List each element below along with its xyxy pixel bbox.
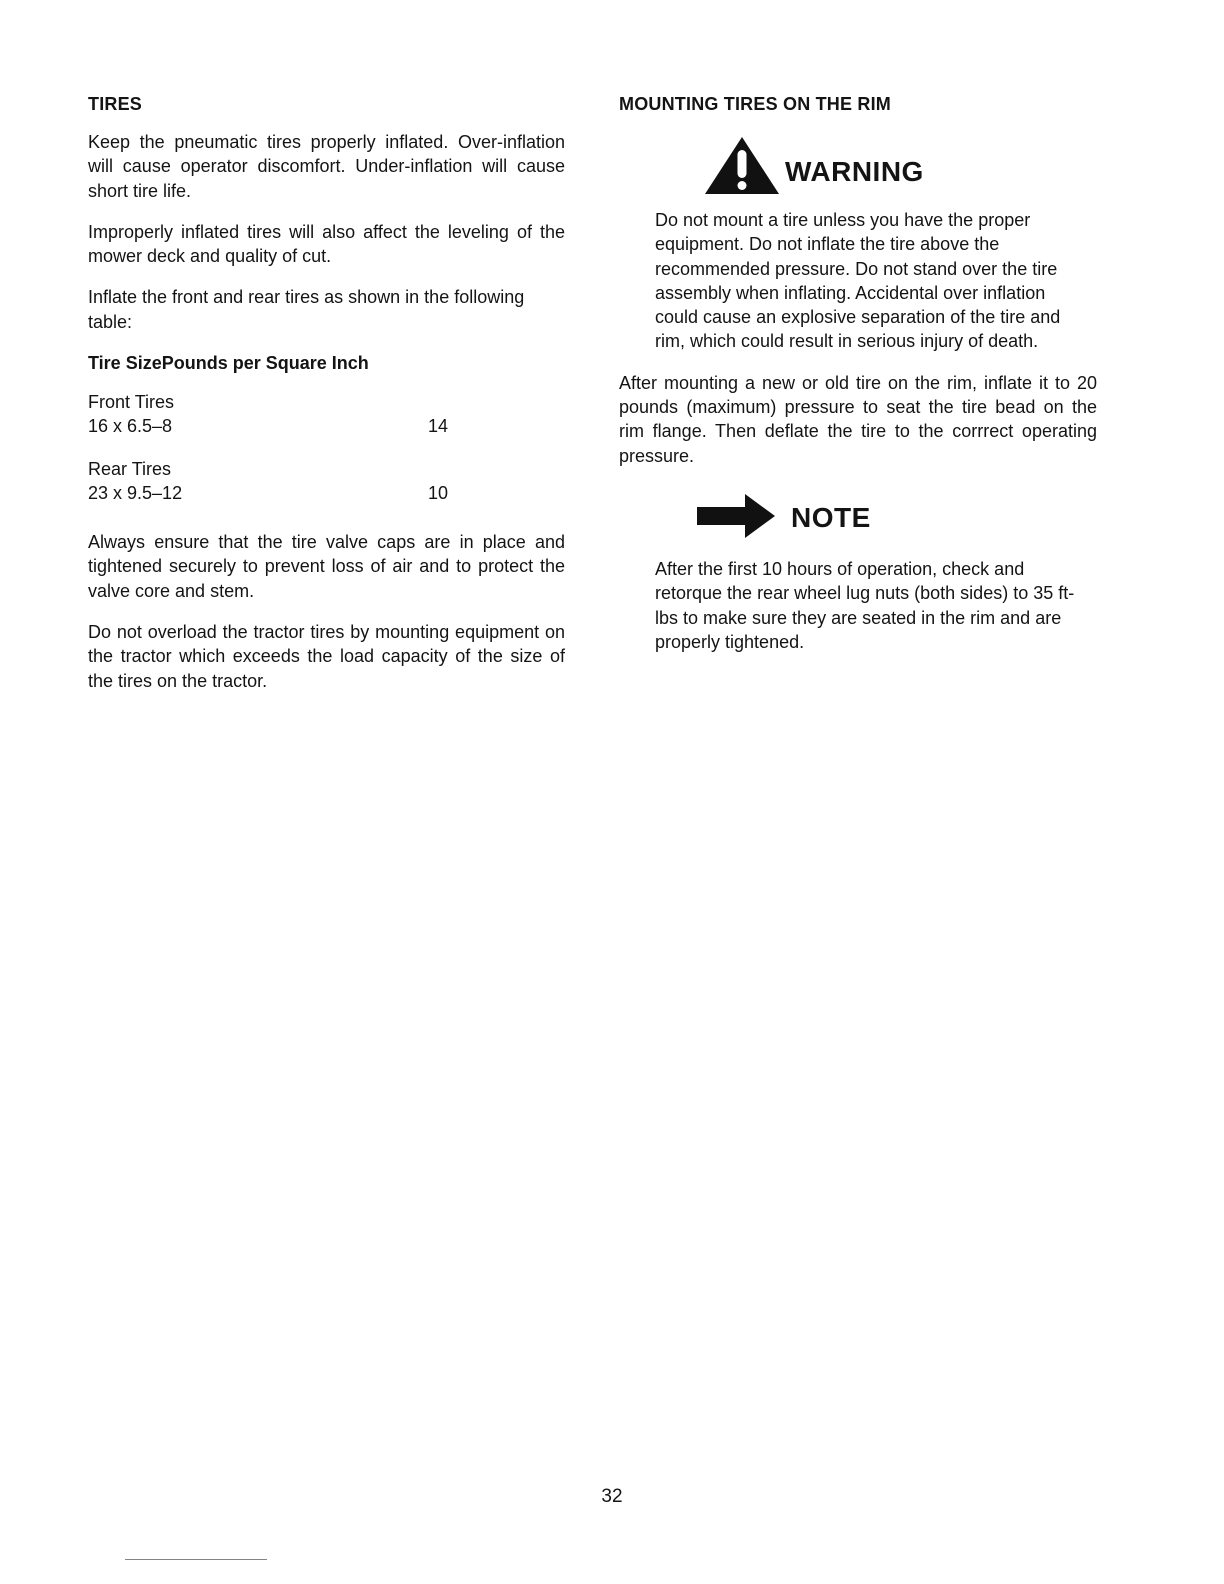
mounting-heading: MOUNTING TIRES ON THE RIM <box>619 94 891 114</box>
front-tires-row <box>88 414 565 438</box>
warning-callout-header <box>703 134 1097 196</box>
front-tire-size: 16 x 6.5–8 <box>88 416 173 437</box>
page-number: 32 <box>601 1486 623 1507</box>
mounting-paragraph: After mounting a new or old tire on the rim, inflate it to 20 pounds (maximum) pressure to seat the tire bead on the rim flange. Then deflate the tire to the corrrect operating pressure. <box>619 372 1097 466</box>
rear-tire-psi: 10 <box>428 483 449 504</box>
front-tire-psi: 14 <box>428 416 449 437</box>
arrow-right-icon <box>695 492 777 545</box>
tires-paragraph-valve-caps: Always ensure that the tire valve caps are in place and tightened securely to prevent loss of air and to protect the valve core and stem. <box>88 532 565 601</box>
rear-tires-label: Rear Tires <box>88 459 172 480</box>
rear-tires-label-row <box>88 457 565 481</box>
front-tires-label-row <box>88 390 565 414</box>
note-text: After the first 10 hours of operation, check and retorque the rear wheel lug nuts (both sides) to 35 ft-lbs to make sure they are seated in the rim and are properly tightened. <box>655 558 1075 652</box>
tires-paragraph-table-intro: Inflate the front and rear tires as shown in the following table: <box>88 287 525 332</box>
tire-table-rear <box>88 457 565 505</box>
warning-title: WARNING <box>785 156 924 187</box>
footer-rule <box>125 1559 267 1560</box>
tire-table-header: Tire SizePounds per Square Inch <box>88 353 369 374</box>
tires-heading: TIRES <box>88 94 143 114</box>
warning-triangle-icon <box>703 134 781 196</box>
warning-text: Do not mount a tire unless you have the proper equipment. Do not inflate the tire above the recommended pressure. Do not stand over the tire assembly when inflating. Accidental over inflation could cause an explosive separation of the tire and rim, which could result in serious injury of death. <box>655 210 1061 352</box>
rear-tire-size: 23 x 9.5–12 <box>88 483 183 504</box>
right-column <box>619 92 1097 671</box>
tire-table-front <box>88 390 565 438</box>
left-column <box>88 92 565 710</box>
tires-paragraph-inflation: Keep the pneumatic tires properly inflated. Over-inflation will cause operator discomfort. Under-inflation will cause short tire life. <box>88 132 565 201</box>
note-callout-header <box>695 492 1097 545</box>
front-tires-label: Front Tires <box>88 392 175 413</box>
tires-paragraph-overload: Do not overload the tractor tires by mounting equipment on the tractor which exceeds the load capacity of the size of the tires on the tractor. <box>88 621 565 691</box>
note-title: NOTE <box>791 502 871 534</box>
tires-paragraph-leveling: Improperly inflated tires will also affect the leveling of the mower deck and quality of cut. <box>88 221 565 267</box>
rear-tires-row <box>88 481 565 505</box>
